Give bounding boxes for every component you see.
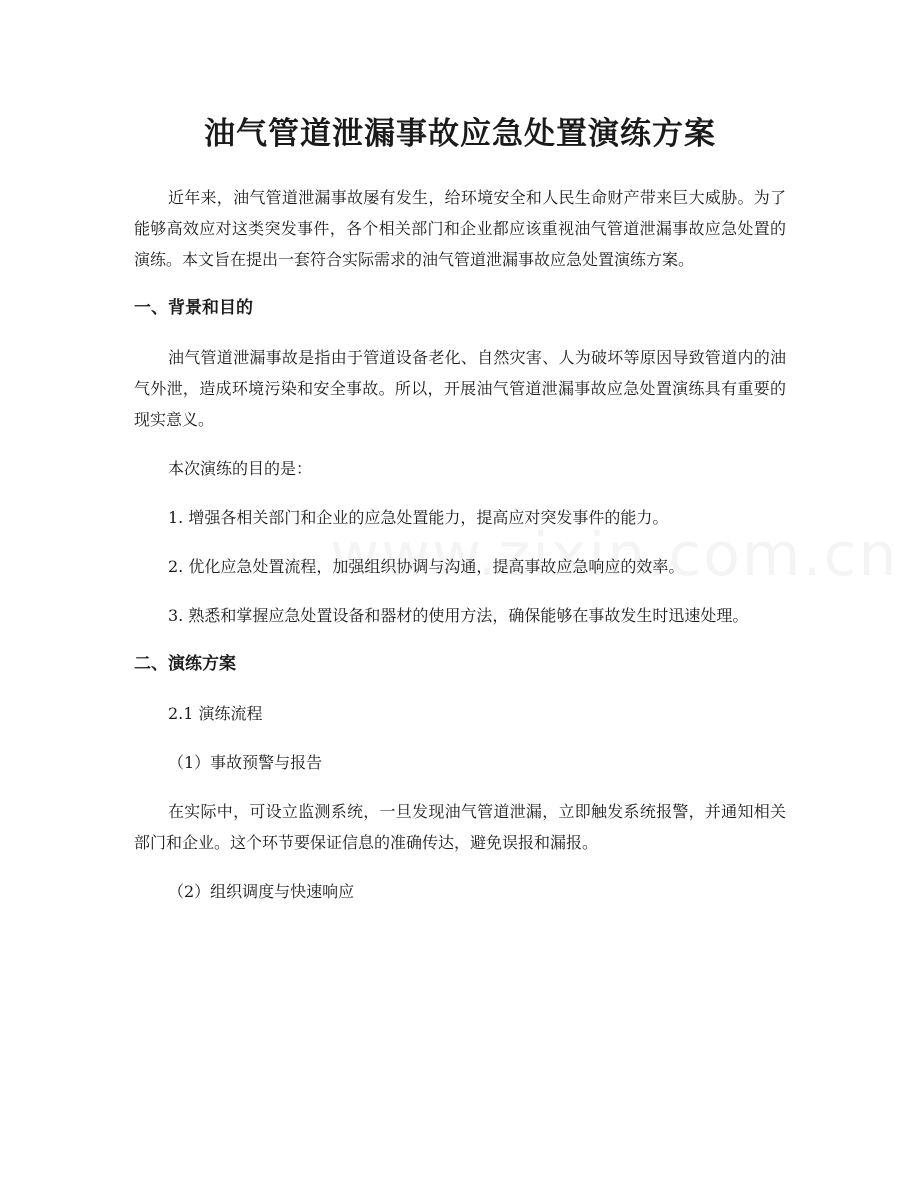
purpose-item-3: 3. 熟悉和掌握应急处置设备和器材的使用方法，确保能够在事故发生时迅速处理。 [168,606,749,625]
document-body [134,182,786,907]
subsection-heading-flow: 2.1 演练流程 [168,704,263,723]
step-title-warning: （1）事故预警与报告 [168,753,323,772]
purpose-item-1: 1. 增强各相关部门和企业的应急处置能力，提高应对突发事件的能力。 [168,508,669,527]
section-heading-background: 一、背景和目的 [134,298,253,318]
purpose-item-2: 2. 优化应急处置流程，加强组织协调与沟通，提高事故应急响应的效率。 [168,557,685,576]
step-body-warning: 在实际中，可设立监测系统，一旦发现油气管道泄漏，立即触发系统报警，并通知相关部门和企业。这个环节要保证信息的准确传达，避免误报和漏报。 [134,802,786,852]
step-title-dispatch: （2）组织调度与快速响应 [168,882,355,901]
purpose-lead: 本次演练的目的是： [168,459,313,478]
section-heading-plan: 二、演练方案 [134,654,236,674]
intro-paragraph: 近年来，油气管道泄漏事故屡有发生，给环境安全和人民生命财产带来巨大威胁。为了能够高效应对这类突发事件，各个相关部门和企业都应该重视油气管道泄漏事故应急处置的演练。本文旨在提出一套符合实际需求的油气管道泄漏事故应急处置演练方案。 [134,188,786,269]
background-paragraph: 油气管道泄漏事故是指由于管道设备老化、自然灾害、人为破坏等原因导致管道内的油气外泄，造成环境污染和安全事故。所以，开展油气管道泄漏事故应急处置演练具有重要的现实意义。 [134,348,786,429]
document-title: 油气管道泄漏事故应急处置演练方案 [204,116,716,152]
